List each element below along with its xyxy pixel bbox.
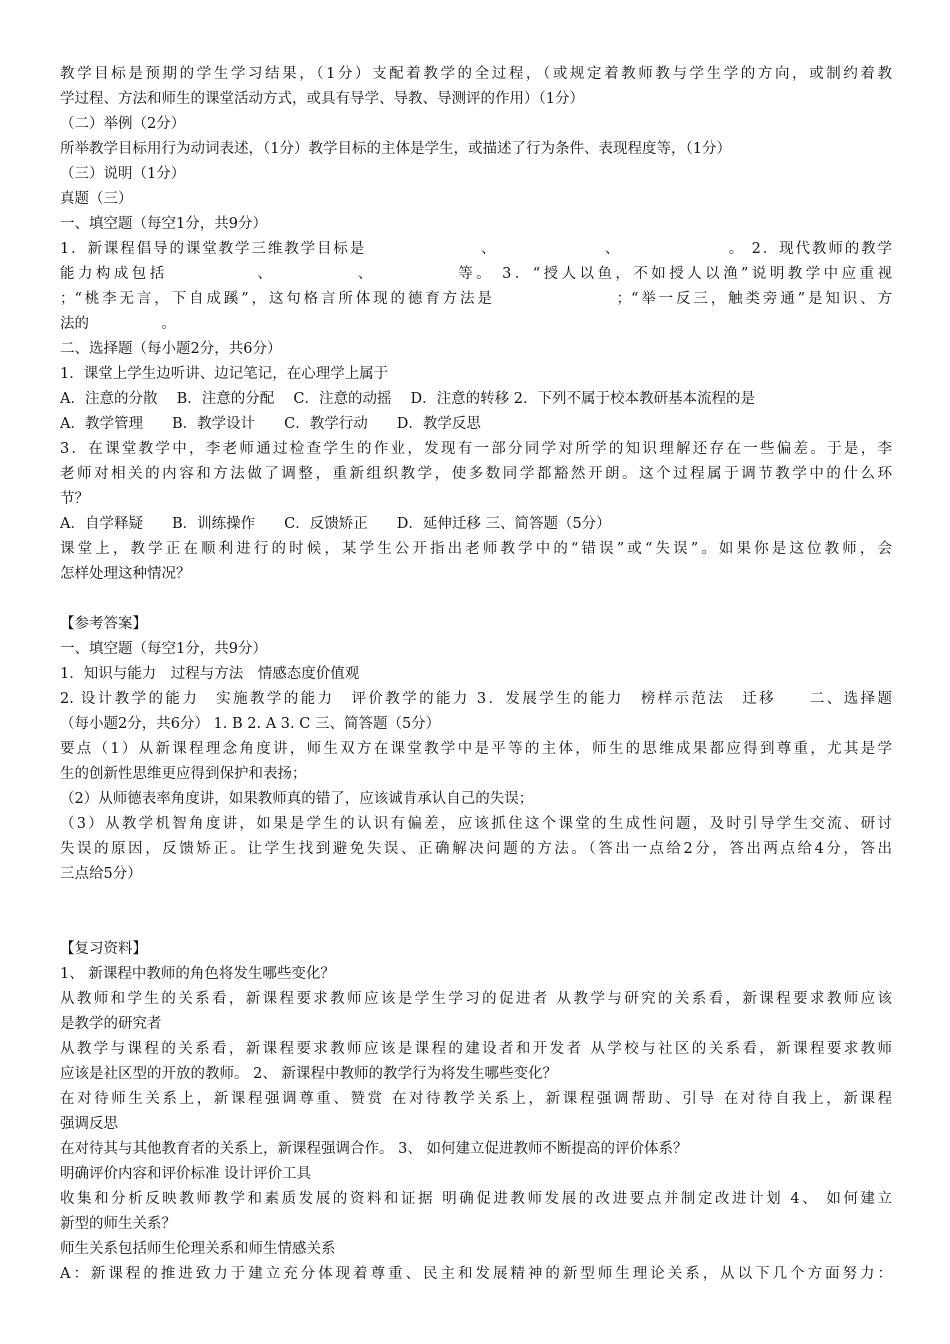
review-item: 从教师和学生的关系看，新课程要求教师应该是学生学习的促进者 从教学与研究的关系看，新课程要求教师应该 xyxy=(60,991,892,1007)
question-item: 课堂上，教学正在顺利进行的时候，某学生公开指出老师教学中的“错误”或“失误”。如果你是这位教师，会 xyxy=(60,541,892,557)
review-item: 从教学与课程的关系看，新课程要求教师应该是课程的建设者和开发者 从学校与社区的关系看，新课程要求教师 xyxy=(60,1041,892,1057)
answer-item: （每小题2分，共6分） 1. B 2. A 3. C 三、简答题（5分） xyxy=(60,716,441,732)
answer-item: 三点给5分） xyxy=(60,866,142,882)
review-item: 强调反思 xyxy=(60,1116,118,1132)
review-item: 在对待师生关系上，新课程强调尊重、赞赏 在对待教学关系上，新课程强调帮助、引导 在对待自我上，新课程 xyxy=(60,1091,892,1107)
question-item: 1．新课程倡导的课堂教学三维教学目标是 、 、 。 2．现代教师的教学 xyxy=(60,241,892,257)
question-item: 法的 。 xyxy=(60,316,176,332)
section-heading: 一、填空题（每空1分，共9分） xyxy=(60,641,267,657)
question-item: 3．在课堂教学中，李老师通过检查学生的作业，发现有一部分同学对所学的知识理解还存在一些偏差。于是，李 xyxy=(60,441,892,457)
section-title: 【复习资料】 xyxy=(60,941,147,957)
question-item: 怎样处理这种情况？ xyxy=(60,566,191,582)
review-item: 是教学的研究者 xyxy=(60,1016,162,1032)
answer-item: 2. 设计教学的能力 实施教学的能力 评价教学的能力 3．发展学生的能力 榜样示范法 迁移 二、选择题 xyxy=(60,691,892,707)
text-line: 学过程、方法和师生的课堂活动方式，或具有导学、导教、导测评的作用）（1分） xyxy=(60,91,584,107)
review-item: 应该是社区型的开放的教师。 2、 新课程中教师的教学行为将发生哪些变化？ xyxy=(60,1066,557,1082)
text-line: 所举教学目标用行为动词表述，（1分）教学目标的主体是学生，或描述了行为条件、表现程度等，（1分） xyxy=(60,141,731,157)
text-line: 教学目标是预期的学生学习结果，（1分）支配着教学的全过程，（或规定着教师教与学生学的方向，或制约着教 xyxy=(60,66,892,82)
answer-item: 1．知识与能力 过程与方法 情感态度价值观 xyxy=(60,666,360,682)
section-title: 【参考答案】 xyxy=(60,616,147,632)
review-item: 师生关系包括师生伦理关系和师生情感关系 xyxy=(60,1241,336,1257)
review-item: 明确评价内容和评价标准 设计评价工具 xyxy=(60,1166,312,1182)
answer-item: （3）从教学机智角度讲，如果是学生的认识有偏差，应该抓住这个课堂的生成性问题，及时引导学生交流、研讨 xyxy=(60,816,892,832)
review-item: A：新课程的推进致力于建立充分体现着尊重、民主和发展精神的新型师生理论关系，从以下几个方面努力： xyxy=(60,1266,892,1282)
question-item: 节？ xyxy=(60,491,89,507)
question-item: 能力构成包括 、 、 等。 3．“授人以鱼，不如授人以渔”说明教学中应重视 xyxy=(60,266,892,282)
review-item: 新型的师生关系？ xyxy=(60,1216,176,1232)
section-title: 真题（三） xyxy=(60,191,133,207)
answer-item: 失误的原因，反馈矫正。让学生找到避免失误、正确解决问题的方法。（答出一点给2分，答出两点给4分，答出 xyxy=(60,841,892,857)
review-item: 在对待其与其他教育者的关系上，新课程强调合作。 3、 如何建立促进教师不断提高的评价体系？ xyxy=(60,1141,688,1157)
question-item: 老师对相关的内容和方法做了调整，重新组织教学，使多数同学都豁然开朗。这个过程属于调节教学中的什么环 xyxy=(60,466,892,482)
text-line: （二）举例（2分） xyxy=(60,116,186,132)
answer-options: A．自学释疑 B．训练操作 C．反馈矫正 D．延伸迁移 三、简答题（5分） xyxy=(60,516,611,532)
answer-options: A．注意的分散 B．注意的分配 C．注意的动摇 D．注意的转移 2．下列不属于校本教研基本流程的是 xyxy=(60,391,756,407)
answer-item: （2）从师德表率角度讲，如果教师真的错了，应该诚肯承认自己的失误； xyxy=(60,791,534,807)
question-item: 1．课堂上学生边听讲、边记笔记，在心理学上属于 xyxy=(60,366,389,382)
answer-item: 生的创新性思维更应得到保护和表扬； xyxy=(60,766,307,782)
answer-options: A．教学管理 B．教学设计 C．教学行动 D．教学反思 xyxy=(60,416,481,432)
section-heading: 一、填空题（每空1分，共9分） xyxy=(60,216,267,232)
section-heading: 二、选择题（每小题2分，共6分） xyxy=(60,341,282,357)
text-line: （三）说明（1分） xyxy=(60,166,186,182)
answer-item: 要点（1）从新课程理念角度讲，师生双方在课堂教学中是平等的主体，师生的思维成果都应得到尊重，尤其是学 xyxy=(60,741,892,757)
review-item: 1、 新课程中教师的角色将发生哪些变化？ xyxy=(60,966,335,982)
question-item: ；“桃李无言，下自成蹊”，这句格言所体现的德育方法是 ；“举一反三，触类旁通”是知识、方 xyxy=(60,291,892,307)
review-item: 收集和分析反映教师教学和素质发展的资料和证据 明确促进教师发展的改进要点并制定改进计划 4、 如何建立 xyxy=(60,1191,892,1207)
